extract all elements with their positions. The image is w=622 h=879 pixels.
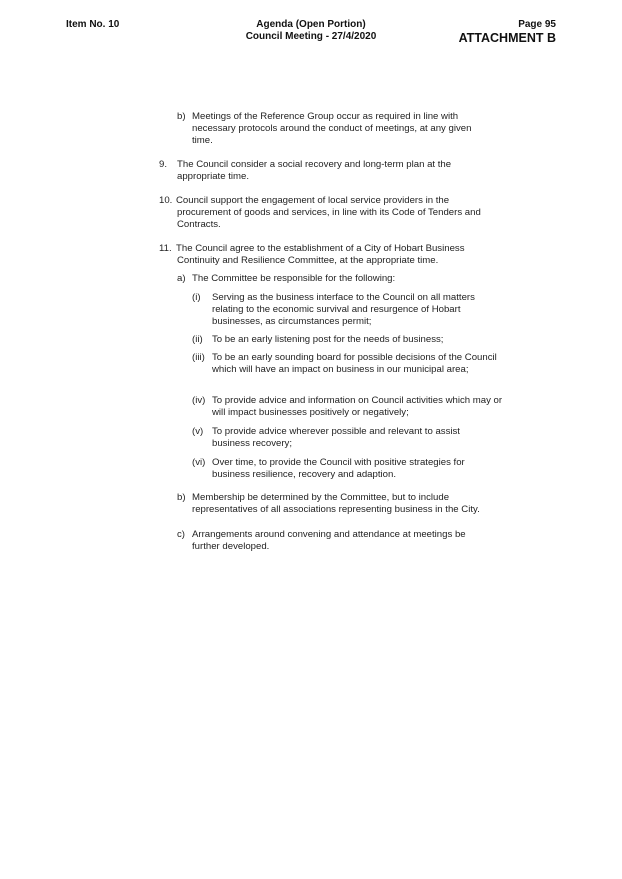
item9-text: The Council consider a social recovery and long-term plan at the appropriate time. xyxy=(177,159,452,182)
item11-label: 11. xyxy=(159,243,172,254)
page-number: Page 95 xyxy=(518,19,556,30)
sub-vi-text: Over time, to provide the Council with positive strategies for business resilience, recovery and adaption. xyxy=(212,457,465,480)
page-header-right xyxy=(459,19,556,45)
item10-text: procurement of goods and services, in line with its Code of Tenders and Contracts. xyxy=(177,207,481,230)
sub-ii-num: (ii) xyxy=(192,334,203,345)
item11-line1: The Council agree to the establishment of a City of Hobart Business xyxy=(176,243,465,254)
item10-line1: Council support the engagement of local service providers in the xyxy=(176,195,450,206)
item11c-label: c) xyxy=(177,529,185,540)
item11a-label: a) xyxy=(177,273,186,284)
item11b-label: b) xyxy=(177,492,186,503)
sub-ii-text: To be an early listening post for the needs of business; xyxy=(212,334,444,345)
agenda-title: Agenda (Open Portion) xyxy=(256,19,366,30)
attachment-label: ATTACHMENT B xyxy=(458,31,556,45)
item10-label: 10. xyxy=(159,195,173,206)
item8b-text: Meetings of the Reference Group occur as required in line with necessary protocols around the conduct of meetings, at any given time. xyxy=(192,111,472,146)
sub-v-num: (v) xyxy=(192,426,204,437)
item-number: Item No. 10 xyxy=(66,19,120,30)
sub-iii-text: To be an early sounding board for possible decisions of the Council which will have an impact on business in our municipal area; xyxy=(212,352,497,375)
sub-iv-text: To provide advice and information on Council activities which may or will impact businesses positively or negatively; xyxy=(212,395,503,418)
meeting-date: Council Meeting - 27/4/2020 xyxy=(245,31,377,42)
item11a-text: The Committee be responsible for the following: xyxy=(192,273,396,284)
item11-text: Continuity and Resilience Committee, at the appropriate time. xyxy=(177,255,439,266)
item8b-label: b) xyxy=(177,111,186,122)
item11b-text: Membership be determined by the Committee, but to include representatives of all associations representing business in the City. xyxy=(192,492,480,515)
sub-v-text: To provide advice wherever possible and relevant to assist business recovery; xyxy=(212,426,460,449)
sub-iii-num: (iii) xyxy=(192,352,205,363)
item9-label: 9. xyxy=(159,159,168,170)
sub-vi-num: (vi) xyxy=(192,457,206,468)
agenda-header xyxy=(211,19,411,43)
sub-i-text: Serving as the business interface to the Council on all matters relating to the economic survival and resurgence of Hobart businesses, as circumstances permit; xyxy=(212,292,475,327)
sub-iv-num: (iv) xyxy=(192,395,206,406)
item11c-text: Arrangements around convening and attendance at meetings be further developed. xyxy=(192,529,466,552)
sub-i-num: (i) xyxy=(192,292,201,303)
